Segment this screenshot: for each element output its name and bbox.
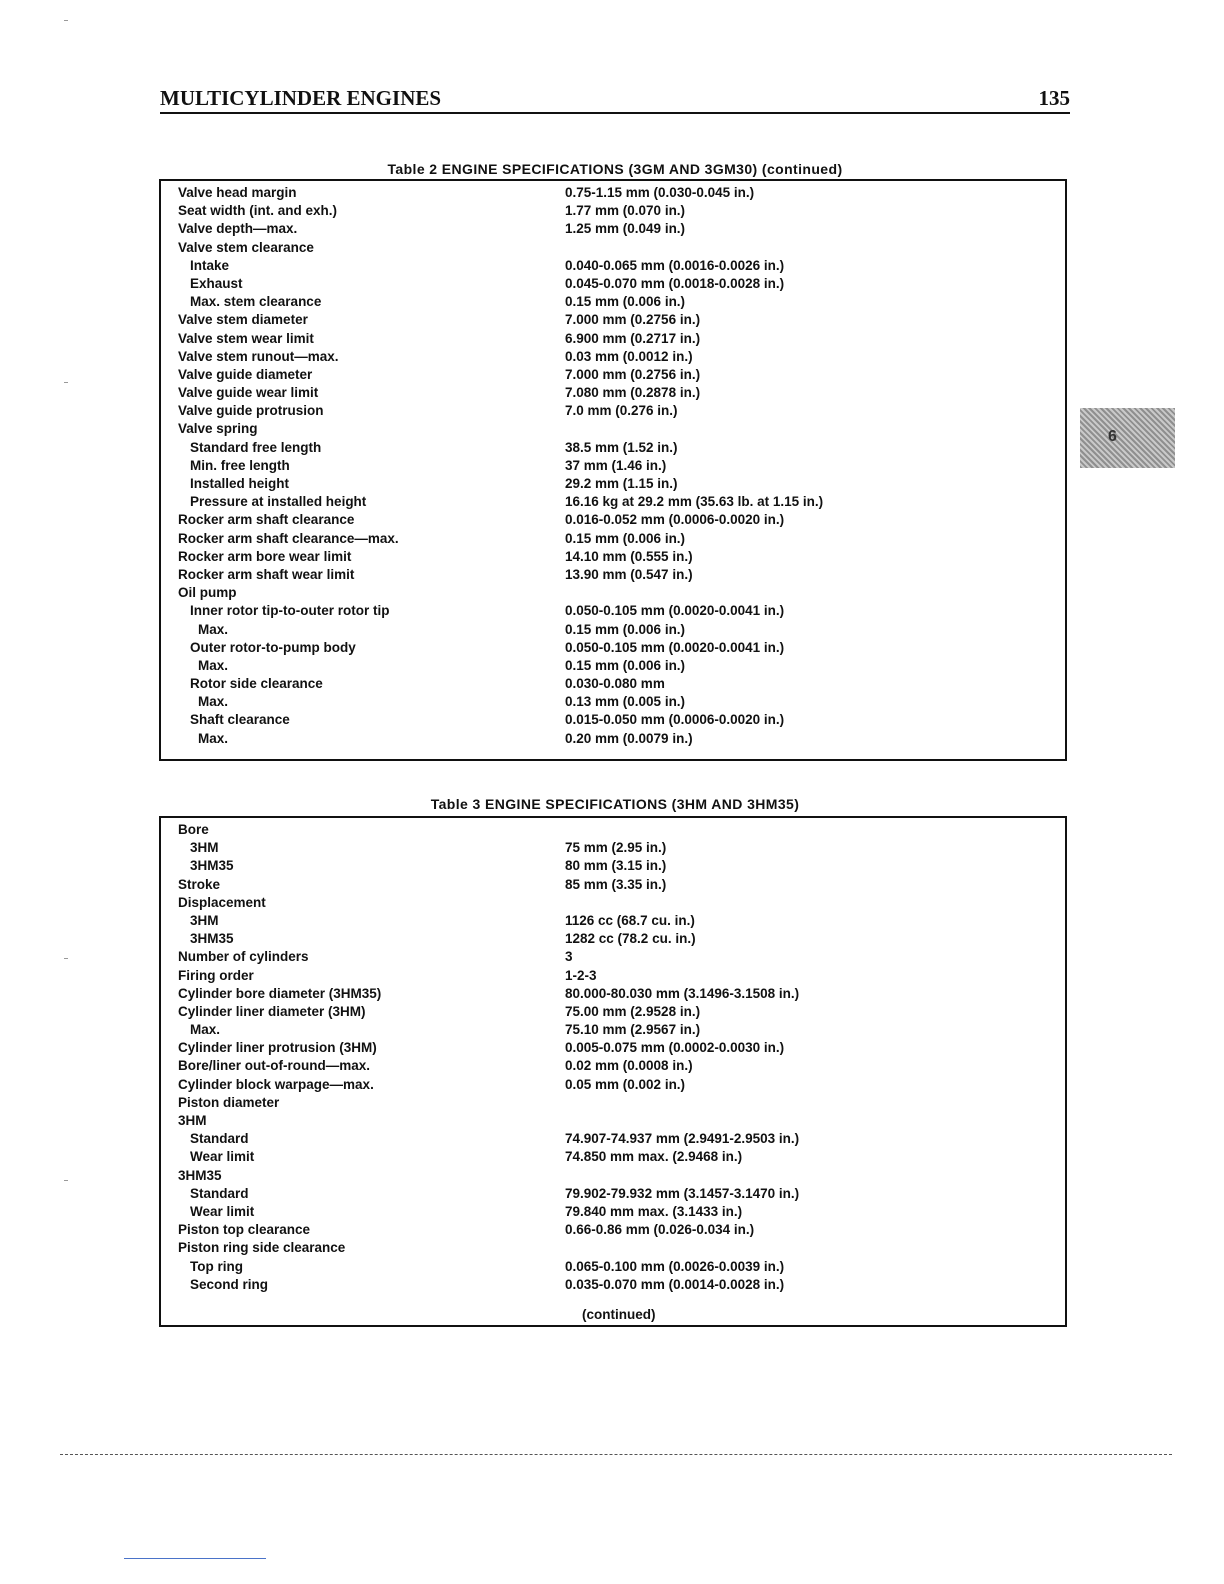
spec-value: 29.2 mm (1.15 in.): [565, 476, 678, 491]
table-row: [161, 476, 1065, 494]
spec-label: Top ring: [190, 1258, 243, 1274]
spec-value: 38.5 mm (1.52 in.): [565, 439, 678, 455]
table-row: [161, 640, 1065, 658]
spec-value: 13.90 mm (0.547 in.): [565, 566, 693, 582]
chapter-tab-number: 6: [1108, 428, 1117, 445]
spec-label: Intake: [190, 257, 230, 273]
table-row: [161, 694, 1065, 712]
table-row: [161, 549, 1065, 567]
table-row: [161, 1040, 1065, 1058]
table-row: [161, 403, 1065, 421]
spec-value: 80 mm (3.15 in.): [565, 858, 667, 874]
table-row: [161, 1277, 1065, 1295]
spec-label: Valve stem diameter: [178, 312, 308, 328]
table-row: [161, 1240, 1065, 1258]
table-row: [161, 458, 1065, 476]
table-row: [161, 840, 1065, 858]
table-row: [161, 494, 1065, 512]
spec-value: 0.15 mm (0.006 in.): [565, 294, 686, 310]
spec-value: 0.050-0.105 mm (0.0020-0.0041 in.): [565, 639, 785, 655]
table-row: [161, 622, 1065, 640]
spec-value: 1.77 mm (0.070 in.): [565, 203, 686, 219]
spec-value: 0.065-0.100 mm (0.0026-0.0039 in.): [565, 1258, 785, 1274]
table-row: [161, 440, 1065, 458]
spec-value: 7.000 mm (0.2756 in.): [565, 366, 701, 382]
spec-value: 6.900 mm (0.2717 in.): [565, 330, 701, 346]
spec-label: Firing order: [178, 967, 254, 983]
scan-mark: [64, 20, 68, 21]
spec-label: Max.: [198, 657, 229, 673]
scan-mark: [64, 1180, 68, 1181]
spec-value: 75.10 mm (2.9567 in.): [565, 1022, 701, 1038]
table-row: [161, 567, 1065, 585]
spec-label: Valve spring: [178, 421, 258, 437]
table2-rows: [161, 185, 1065, 749]
scan-artifact-line: [60, 1454, 1172, 1455]
spec-value: 0.05 mm (0.002 in.): [565, 1076, 686, 1092]
spec-label: Max.: [198, 621, 229, 637]
spec-value: 75 mm (2.95 in.): [565, 840, 667, 856]
spec-label: Wear limit: [190, 1203, 255, 1219]
spec-value: 7.000 mm (0.2756 in.): [565, 312, 701, 328]
table-row: [161, 203, 1065, 221]
table-row: [161, 731, 1065, 749]
spec-value: 0.040-0.065 mm (0.0016-0.0026 in.): [565, 257, 785, 273]
spec-label: Standard free length: [190, 439, 322, 455]
spec-value: 0.20 mm (0.0079 in.): [565, 730, 693, 746]
spec-label: Standard: [190, 1131, 249, 1147]
spec-label: Piston top clearance: [178, 1222, 311, 1238]
table-row: [161, 512, 1065, 530]
table-row: [161, 895, 1065, 913]
spec-value: 0.005-0.075 mm (0.0002-0.0030 in.): [565, 1040, 785, 1056]
spec-value: 7.080 mm (0.2878 in.): [565, 385, 701, 401]
scan-mark: [64, 382, 68, 383]
spec-label: Max. stem clearance: [190, 294, 322, 310]
page-number: 135: [1038, 86, 1070, 110]
spec-label: Oil pump: [178, 585, 237, 601]
spec-value: 0.02 mm (0.0008 in.): [565, 1058, 693, 1074]
spec-label: Stroke: [178, 876, 221, 892]
table-row: [161, 585, 1065, 603]
table-row: [161, 421, 1065, 439]
spec-value: 0.15 mm (0.006 in.): [565, 530, 686, 546]
table-row: [161, 221, 1065, 239]
spec-label: Valve guide protrusion: [178, 403, 324, 419]
table-row: [161, 1222, 1065, 1240]
table-row: [161, 367, 1065, 385]
spec-label: Wear limit: [190, 1149, 255, 1165]
spec-label: Number of cylinders: [178, 949, 309, 965]
scan-mark: [64, 958, 68, 959]
spec-value: 0.13 mm (0.005 in.): [565, 694, 686, 710]
spec-label: Cylinder bore diameter (3HM35): [178, 985, 382, 1001]
spec-value: 1.25 mm (0.049 in.): [565, 221, 686, 237]
spec-label: Inner rotor tip-to-outer rotor tip: [190, 603, 390, 619]
table-row: [161, 1058, 1065, 1076]
spec-label: Piston diameter: [178, 1094, 280, 1110]
spec-value: 0.15 mm (0.006 in.): [565, 621, 686, 637]
spec-label: Cylinder block warpage—max.: [178, 1076, 374, 1092]
spec-label: Pressure at installed height: [190, 494, 367, 510]
spec-label: Bore: [178, 822, 209, 837]
spec-value: 7.0 mm (0.276 in.): [565, 403, 678, 419]
spec-label: 3HM: [190, 840, 219, 856]
table-row: [161, 240, 1065, 258]
spec-label: Outer rotor-to-pump body: [190, 639, 356, 655]
scan-artifact-blue-line: [124, 1558, 266, 1559]
spec-label: Max.: [198, 730, 229, 746]
spec-label: Bore/liner out-of-round—max.: [178, 1058, 370, 1074]
spec-value: 3: [565, 949, 573, 965]
table-row: [161, 349, 1065, 367]
spec-label: Max.: [190, 1022, 221, 1038]
table-row: [161, 968, 1065, 986]
table-row: [161, 676, 1065, 694]
spec-label: Shaft clearance: [190, 712, 290, 728]
table-row: [161, 712, 1065, 730]
chapter-title: MULTICYLINDER ENGINES: [160, 86, 442, 110]
table-row: [161, 1168, 1065, 1186]
table-row: [161, 1095, 1065, 1113]
table-row: [161, 276, 1065, 294]
table-row: [161, 822, 1065, 840]
spec-value: 75.00 mm (2.9528 in.): [565, 1003, 701, 1019]
spec-value: 0.030-0.080 mm: [565, 676, 665, 692]
spec-label: Max.: [198, 694, 229, 710]
spec-label: Rocker arm shaft clearance: [178, 512, 355, 528]
table-row: [161, 1077, 1065, 1095]
spec-label: Rocker arm shaft clearance—max.: [178, 530, 399, 546]
table-row: [161, 1149, 1065, 1167]
table-row: [161, 294, 1065, 312]
spec-value: 0.66-0.86 mm (0.026-0.034 in.): [565, 1222, 755, 1238]
table-row: [161, 603, 1065, 621]
table-row: [161, 385, 1065, 403]
table-row: [161, 658, 1065, 676]
table-row: [161, 1022, 1065, 1040]
page-header: [160, 84, 1070, 114]
table-row: [161, 185, 1065, 203]
spec-value: 0.03 mm (0.0012 in.): [565, 348, 693, 364]
spec-label: 3HM: [190, 912, 219, 928]
spec-value: 14.10 mm (0.555 in.): [565, 548, 693, 564]
spec-value: 0.75-1.15 mm (0.030-0.045 in.): [565, 185, 755, 200]
table2: [159, 179, 1067, 761]
table-row: [161, 1204, 1065, 1222]
spec-value: 0.035-0.070 mm (0.0014-0.0028 in.): [565, 1276, 785, 1292]
spec-label: Valve guide wear limit: [178, 385, 319, 401]
spec-label: Rocker arm bore wear limit: [178, 548, 352, 564]
spec-label: 3HM35: [178, 1167, 222, 1183]
table2-caption: Table 2 ENGINE SPECIFICATIONS (3GM AND 3GM30) (continued): [387, 161, 843, 177]
table-row: [161, 931, 1065, 949]
spec-value: 0.15 mm (0.006 in.): [565, 657, 686, 673]
spec-value: 74.907-74.937 mm (2.9491-2.9503 in.): [565, 1131, 800, 1147]
table-row: [161, 331, 1065, 349]
spec-label: Piston ring side clearance: [178, 1240, 346, 1256]
spec-value: 0.045-0.070 mm (0.0018-0.0028 in.): [565, 275, 785, 291]
spec-value: 1126 cc (68.7 cu. in.): [565, 912, 695, 928]
spec-label: Valve stem clearance: [178, 239, 314, 255]
spec-value: 16.16 kg at 29.2 mm (35.63 lb. at 1.15 in.): [565, 494, 824, 510]
table-row: [161, 1113, 1065, 1131]
spec-label: Standard: [190, 1185, 249, 1201]
table-row: [161, 858, 1065, 876]
table-row: [161, 1004, 1065, 1022]
spec-label: Seat width (int. and exh.): [178, 203, 338, 219]
spec-value: 74.850 mm max. (2.9468 in.): [565, 1149, 743, 1165]
table-row: [161, 913, 1065, 931]
spec-label: 3HM: [178, 1113, 207, 1128]
table3-rows: [161, 822, 1065, 1295]
spec-value: 0.050-0.105 mm (0.0020-0.0041 in.): [565, 603, 785, 619]
spec-value: 85 mm (3.35 in.): [565, 876, 667, 892]
spec-value: 1282 cc (78.2 cu. in.): [565, 931, 696, 947]
spec-label: Valve guide diameter: [178, 366, 313, 382]
table-row: [161, 531, 1065, 549]
spec-value: 79.840 mm max. (3.1433 in.): [565, 1203, 743, 1219]
table-row: [161, 949, 1065, 967]
spec-label: Valve head margin: [178, 185, 297, 200]
spec-label: Cylinder liner diameter (3HM): [178, 1003, 366, 1019]
chapter-thumb-tab: [1080, 408, 1175, 468]
table3: [159, 816, 1067, 1327]
spec-value: 1-2-3: [565, 967, 597, 983]
table-row: [161, 312, 1065, 330]
table-row: [161, 1259, 1065, 1277]
table-row: [161, 986, 1065, 1004]
spec-label: Displacement: [178, 894, 266, 910]
table3-caption: Table 3 ENGINE SPECIFICATIONS (3HM AND 3HM35): [430, 796, 800, 812]
spec-value: 80.000-80.030 mm (3.1496-3.1508 in.): [565, 985, 800, 1001]
spec-value: 79.902-79.932 mm (3.1457-3.1470 in.): [565, 1185, 800, 1201]
spec-value: 37 mm (1.46 in.): [565, 457, 667, 473]
spec-label: Valve stem runout—max.: [178, 348, 339, 364]
table-row: [161, 1186, 1065, 1204]
table-row: [161, 877, 1065, 895]
spec-value: 0.016-0.052 mm (0.0006-0.0020 in.): [565, 512, 785, 528]
table-row: [161, 1131, 1065, 1149]
spec-label: Min. free length: [190, 457, 290, 473]
spec-label: Cylinder liner protrusion (3HM): [178, 1040, 377, 1056]
spec-label: Valve depth—max.: [178, 221, 298, 237]
continued-note: (continued): [582, 1307, 656, 1322]
spec-label: Second ring: [190, 1276, 269, 1292]
spec-label: Installed height: [190, 476, 290, 491]
spec-label: Rocker arm shaft wear limit: [178, 566, 355, 582]
spec-label: 3HM35: [190, 931, 234, 947]
table-row: [161, 258, 1065, 276]
spec-label: Exhaust: [190, 275, 243, 291]
spec-label: 3HM35: [190, 858, 234, 874]
spec-value: 0.015-0.050 mm (0.0006-0.0020 in.): [565, 712, 785, 728]
spec-label: Rotor side clearance: [190, 676, 323, 692]
spec-label: Valve stem wear limit: [178, 330, 314, 346]
